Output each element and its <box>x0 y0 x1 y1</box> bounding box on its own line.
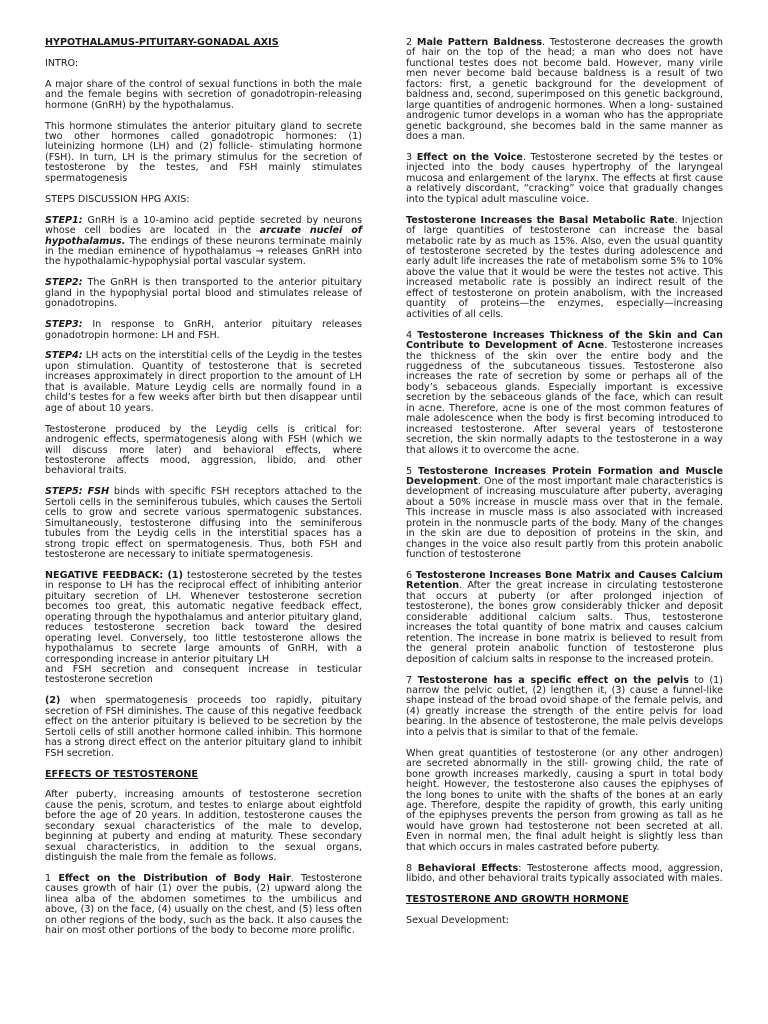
effect-2-paragraph: 2 Male Pattern Baldness. Testosterone decreases the growth of hair on the top of the head; a man who does not have functional testes does not become bald. However, many virile men never become bald because baldness is a result of two factors: first, a genetic background for the development of baldness and, second, superimposed on this genetic background, large quantities of androgenic hormones. When a long- sustained androgenic tumor develops in a woman who has the appropriate genetic background, she becomes bald in the same manner as does a man. <box>406 37 723 143</box>
negative-feedback-2-label: (2) <box>45 695 61 707</box>
right-column <box>406 38 723 937</box>
effect-6-label: Testosterone Increases Bone Matrix and Causes Calcium Retention <box>406 570 723 592</box>
intro-paragraph-1: A major share of the control of sexual functions in both the male and the female begins with secretion of gonadotropin-releasing hormone (GnRH) by the hypothalamus. <box>45 78 362 111</box>
step-4-paragraph: STEP4: LH acts on the interstitial cells of the Leydig in the testes upon stimulation. Quantity of testosterone that is secreted increases approximately in direct proportion to the amount of LH that is available. Mature Leydig cells are normally found in a child’s testes for a few weeks after birth but then disappear until age of about 10 years. <box>45 350 362 414</box>
left-column <box>45 38 362 947</box>
effect-4-paragraph: 4 Testosterone Increases Thickness of the Skin and Can Contribute to Development of Acne. Testosterone increases the thickness of the skin over the entire body and the ruggedness of the subcutaneous tissues. Testosterone also increases the rate of secretion by some or perhaps all of the body’s sebaceous glands. Especially important is excessive secretion by the sebaceous glands of the face, which can result in acne. Therefore, acne is one of the most common features of male adolescence when the body is first becoming introduced to increased testosterone. After several years of testosterone secretion, the skin normally adapts to the testosterone in a way that allows it to overcome the acne. <box>406 329 723 456</box>
intro-label: INTRO: <box>45 57 79 69</box>
effect-4-label: Testosterone Increases Thickness of the Skin and Can Contribute to Development of Acne <box>406 329 723 352</box>
effect-1-paragraph: 1 Effect on the Distribution of Body Hair. Testosterone causes growth of hair (1) over the pubis, (2) upward along the linea alba of the abdomen sometimes to the umbilicus and above, (3) on the face, (4) usually on the chest, and (5) less often on other regions of the body, such as the back. It also causes the hair on most other portions of the body to become more prolific. <box>45 873 362 937</box>
effect-6-paragraph: 6 Testosterone Increases Bone Matrix and Causes Calcium Retention. After the great increase in circulating testosterone that occurs at puberty (or after prolonged injection of testosterone), the bones grow considerably thicker and deposit considerable additional calcium salts. Thus, testosterone increases the total quantity of bone matrix and causes calcium retention. The increase in bone matrix is believed to result from the general protein anabolic function of testosterone plus deposition of calcium salts in response to the increased protein. <box>406 570 723 665</box>
negative-feedback-continued: and FSH secretion and consequent increase in testicular testosterone secretion <box>45 664 362 686</box>
effect-5-label: Testosterone Increases Protein Formation and Muscle Development <box>406 465 724 487</box>
effect-8-label: Behavioral Effects <box>417 862 519 874</box>
step-2-paragraph: STEP2: The GnRH is then transported to the anterior pituitary gland in the hypophysial portal blood and stimulates release of gonadotropins. <box>45 277 362 310</box>
negative-feedback-label: NEGATIVE FEEDBACK: (1) <box>45 569 183 581</box>
testosterone-paragraph: Testosterone produced by the Leydig cells is critical for: androgenic effects, spermatogenesis along with FSH (which we will discuss more later) and behavioral effects, where testosterone affects mood, aggression, libido, and other behavioral traits. <box>45 423 362 477</box>
step-1-paragraph: STEP1: GnRH is a 10-amino acid peptide secreted by neurons whose cell bodies are located in the arcuate nuclei of hypothalamus. The endings of these neurons terminate mainly in the median eminence of hypothalamus → releases GnRH into the hypothalamic-hypophysial portal vascular system. <box>45 214 362 268</box>
effect-1-label: Effect on the Distribution of Body Hair <box>58 873 291 885</box>
bmr-label: Testosterone Increases the Basal Metabolic Rate <box>406 214 675 226</box>
step-4-label: STEP4: <box>45 350 83 362</box>
arcuate-nuclei-term: arcuate nuclei of hypothalamus. <box>45 225 362 247</box>
growth-paragraph: When great quantities of testosterone (or any other androgen) are secreted abnormally in the still- growing child, the rate of bone growth increases markedly, causing a spurt in total body height. However, the testosterone also causes the epiphyses of the long bones to unite with the shafts of the bones at an early age. Therefore, despite the rapidity of growth, this early uniting of the epiphyses prevents the person from growing as tall as he would have grown had testosterone not been secreted at all. Even in normal men, the final adult height is slightly less than that which occurs in males castrated before puberty. <box>406 747 723 853</box>
step-1-label: STEP1: <box>45 214 83 226</box>
step-5-paragraph: STEP5: FSH binds with specific FSH receptors attached to the Sertoli cells in the seminiferous tubules, which causes the Sertoli cells to grow and secrete various spermatogenic substances. Simultaneously, testosterone diffusing into the seminiferous tubules from the Leydig cells in the interstitial spaces has a strong tropic effect on spermatogenesis. Thus, both FSH and testosterone are necessary to initiate spermatogenesis. <box>45 486 363 561</box>
effect-3-label: Effect on the Voice <box>416 151 523 163</box>
sexual-development-label: Sexual Development: <box>406 914 509 926</box>
effect-8-paragraph: 8 Behavioral Effects: Testosterone affects mood, aggression, libido, and other behavioral traits typically associated with males. <box>406 862 724 885</box>
effect-2-label: Male Pattern Baldness <box>416 37 543 48</box>
effect-7-paragraph: 7 Testosterone has a specific effect on the pelvis to (1) narrow the pelvic outlet, (2) lengthen it, (3) cause a funnel-like shape instead of the broad ovoid shape of the female pelvis, and (4) greatly increase the strength of the entire pelvis for load bearing. In the absence of testosterone, the male pelvis develops into a pelvis that is similar to that of the female. <box>406 674 724 738</box>
step-3-paragraph: STEP3: In response to GnRH, anterior pituitary releases gonadotropin hormone: LH and FSH. <box>45 319 362 341</box>
step-2-label: STEP2: <box>45 277 83 289</box>
effects-heading: EFFECTS OF TESTOSTERONE <box>45 768 198 780</box>
effect-7-label: Testosterone has a specific effect on the pelvis <box>417 674 689 686</box>
effects-paragraph: After puberty, increasing amounts of testosterone secretion cause the penis, scrotum, and testes to enlarge about eightfold before the age of 20 years. In addition, testosterone causes the secondary sexual characteristics of the male to develop, beginning at puberty and ending at maturity. These secondary sexual characteristics, in addition to the sexual organs, distinguish the male from the female as follows. <box>45 789 362 864</box>
negative-feedback-paragraph: NEGATIVE FEEDBACK: (1) testosterone secreted by the testes in response to LH has the reciprocal effect of inhibiting anterior pituitary secretion of LH. Whenever testosterone secretion becomes too great, this automatic negative feedback effect, operating through the hypothalamus and anterior pituitary gland, reduces testosterone secretion back toward the desired operating level. Conversely, too little testosterone allows the hypothalamus to secrete large amounts of GnRH, with a corresponding increase in anterior pituitary LH <box>45 569 362 665</box>
step-5-label: STEP5: FSH <box>45 486 110 498</box>
effect-3-paragraph: 3 Effect on the Voice. Testosterone secreted by the testes or injected into the body causes hypertrophy of the laryngeal mucosa and enlargement of the larynx. The effects at first cause a relatively discordant, “cracking” voice that gradually changes into the typical adult masculine voice. <box>406 151 723 205</box>
bmr-paragraph: Testosterone Increases the Basal Metabolic Rate. Injection of large quantities of testosterone can increase the basal metabolic rate by as much as 15%. Also, even the usual quantity of testosterone secreted by the testes during adolescence and early adult life increases the rate of metabolism some 5% to 10% above the value that it would be were the testes not active. This increased metabolic rate is possibly an indirect result of the effect of testosterone on protein anabolism, with the increased quantity of proteins—the enzymes, especially—increasing activities of all cells. <box>406 214 723 320</box>
page-title: HYPOTHALAMUS-PITUITARY-GONADAL AXIS <box>45 37 279 48</box>
steps-label: STEPS DISCUSSION HPG AXIS: <box>45 193 190 205</box>
intro-paragraph-2: This hormone stimulates the anterior pituitary gland to secrete two other hormones called gonadotropic hormones: (1) luteinizing hormone (LH) and (2) follicle- stimulating hormone (FSH). In turn, LH is the primary stimulus for the secretion of testosterone by the testes, and FSH mainly stimulates spermatogenesis <box>45 120 362 184</box>
step-3-label: STEP3: <box>45 319 83 331</box>
growth-hormone-heading: TESTOSTERONE AND GROWTH HORMONE <box>406 894 629 906</box>
effect-5-paragraph: 5 Testosterone Increases Protein Formation and Muscle Development. One of the most important male characteristics is development of increasing musculature after puberty, averaging about a 50% increase in muscle mass over that in the female. This increase in muscle mass is also associated with increased protein in the nonmuscle parts of the body. Many of the changes in the skin are due to deposition of proteins in the skin, and changes in the voice also result partly from this protein anabolic function of testosterone <box>406 465 724 561</box>
negative-feedback-2-paragraph: (2) when spermatogenesis proceeds too rapidly, pituitary secretion of FSH diminishes. The cause of this negative feedback effect on the anterior pituitary is believed to be secretion by the Sertoli cells of still another hormone called inhibin. This hormone has a strong direct effect on the anterior pituitary gland to inhibit FSH secretion. <box>45 695 362 759</box>
